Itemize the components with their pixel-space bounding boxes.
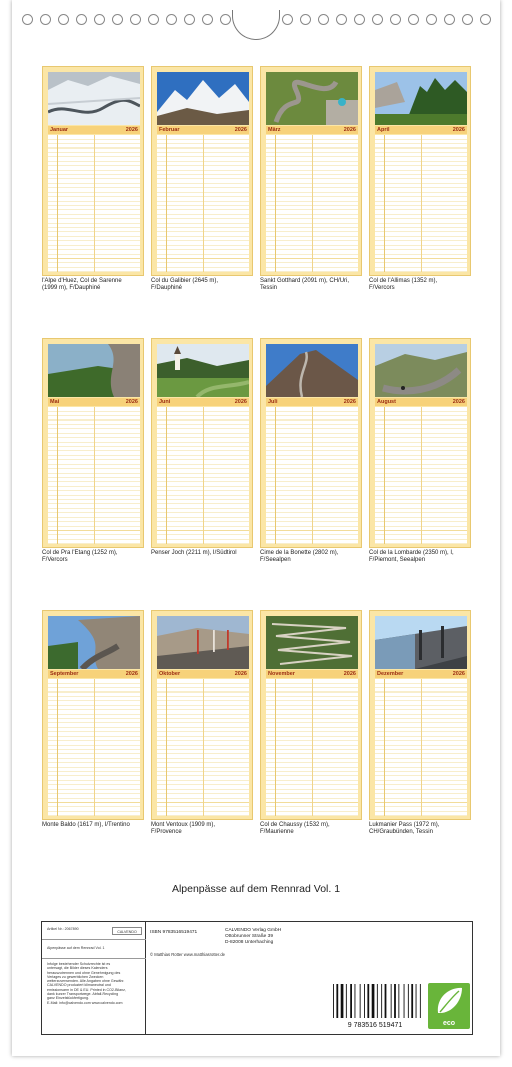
month-caption bbox=[369, 550, 473, 564]
binding-ring bbox=[76, 14, 87, 25]
calvendo-logo: CALVENDO bbox=[112, 927, 142, 935]
caption-line: CH/Graubünden, Tessin bbox=[369, 829, 433, 836]
caption-line: F/Dauphiné bbox=[151, 285, 183, 292]
legal-notice bbox=[47, 962, 143, 1005]
month-card bbox=[369, 66, 471, 276]
caption-line: F/Piemont, Seealpen bbox=[369, 557, 426, 564]
month-caption bbox=[369, 278, 473, 292]
binding-ring bbox=[148, 14, 159, 25]
binding-ring bbox=[354, 14, 365, 25]
month-header bbox=[157, 126, 249, 134]
month-name: Juni bbox=[159, 399, 171, 405]
month-header bbox=[48, 670, 140, 678]
month-name: Juli bbox=[268, 399, 278, 405]
barcode-bar bbox=[411, 984, 413, 1018]
month-year: 2026 bbox=[234, 399, 247, 405]
month-caption bbox=[260, 822, 364, 836]
month-photo bbox=[157, 72, 249, 125]
binding-ring bbox=[94, 14, 105, 25]
month-year: 2026 bbox=[234, 127, 247, 133]
caption-line: l'Alpe d'Huez, Col de Sarenne bbox=[42, 278, 122, 284]
notice-line: herauszutrennen und ohne Genehmigung des bbox=[47, 970, 121, 975]
caption-line: F/Provence bbox=[151, 829, 182, 836]
month-card bbox=[42, 338, 144, 548]
notice-line: CALVENDO produziert klimaneutral und bbox=[47, 983, 111, 988]
publisher-address bbox=[225, 928, 281, 945]
month-card bbox=[42, 66, 144, 276]
caption-line: Col de la Lombarde (2350 m), I, bbox=[369, 550, 454, 556]
day-grid bbox=[266, 679, 358, 816]
month-name: Oktober bbox=[159, 671, 181, 677]
month-photo bbox=[266, 344, 358, 397]
month-caption bbox=[151, 278, 255, 292]
binding-ring bbox=[130, 14, 141, 25]
binding-rings bbox=[0, 14, 512, 30]
eco-badge bbox=[428, 983, 470, 1029]
month-name: September bbox=[50, 671, 79, 677]
month-photo bbox=[48, 72, 140, 125]
month-card bbox=[369, 338, 471, 548]
notice-line: E-Mail: info@calvendo.com www.calvendo.com bbox=[47, 1000, 123, 1005]
month-card bbox=[151, 610, 253, 820]
notice-line: ganz Einzelstückfertigung. bbox=[47, 996, 89, 1001]
binding-ring bbox=[22, 14, 33, 25]
notice-line: Verlages zu gewerblichen Zwecken bbox=[47, 974, 104, 979]
month-photo bbox=[375, 344, 467, 397]
caption-line: Col de Chaussy (1532 m), bbox=[260, 822, 330, 828]
month-caption bbox=[42, 822, 146, 829]
month-card bbox=[151, 66, 253, 276]
month-year: 2026 bbox=[234, 671, 247, 677]
month-name: Februar bbox=[159, 127, 180, 133]
month-photo bbox=[157, 616, 249, 669]
binding-ring bbox=[112, 14, 123, 25]
month-card bbox=[369, 610, 471, 820]
notice-line: dank kurzer Transportwege. Abfall-Recycling bbox=[47, 992, 119, 997]
publisher-line: Ottobrunner Straße 39 bbox=[225, 933, 273, 939]
month-name: Januar bbox=[50, 127, 69, 133]
binding-ring bbox=[58, 14, 69, 25]
barcode-bar bbox=[391, 984, 392, 1018]
month-header bbox=[375, 398, 467, 406]
article-row bbox=[42, 922, 146, 940]
month-photo bbox=[375, 616, 467, 669]
day-grid bbox=[48, 679, 140, 816]
month-year: 2026 bbox=[452, 127, 465, 133]
binding-ring bbox=[282, 14, 293, 25]
month-name: August bbox=[377, 399, 396, 405]
barcode-bar bbox=[333, 984, 334, 1018]
barcode-bar bbox=[341, 984, 344, 1018]
barcode-bar bbox=[408, 984, 409, 1018]
month-card bbox=[260, 610, 362, 820]
caption-line: Col de l'Allimas (1352 m), bbox=[369, 278, 438, 284]
notice-line: untersagt, die Bilder dieses Kalenders bbox=[47, 966, 108, 971]
binding-ring bbox=[220, 14, 231, 25]
caption-line: Cime de la Bonette (2802 m), bbox=[260, 550, 339, 556]
leaf-icon bbox=[428, 983, 470, 1019]
month-caption bbox=[369, 822, 473, 836]
binding-ring bbox=[408, 14, 419, 25]
month-year: 2026 bbox=[452, 671, 465, 677]
caption-line: F/Maurienne bbox=[260, 829, 294, 836]
month-header bbox=[266, 670, 358, 678]
month-header bbox=[48, 126, 140, 134]
day-grid bbox=[266, 135, 358, 272]
month-caption bbox=[42, 278, 146, 292]
month-year: 2026 bbox=[343, 399, 356, 405]
month-photo bbox=[157, 344, 249, 397]
barcode-bar bbox=[381, 984, 382, 1018]
day-grid bbox=[48, 135, 140, 272]
binding-ring bbox=[40, 14, 51, 25]
barcode-bar bbox=[372, 984, 375, 1018]
copyright: © Matthias Rotter www.matthiasrotter.de bbox=[150, 952, 225, 957]
caption-line: F/Vercors bbox=[42, 557, 68, 564]
day-grid bbox=[48, 407, 140, 544]
month-caption bbox=[151, 822, 255, 836]
caption-line: Monte Baldo (1617 m), I/Trentino bbox=[42, 822, 130, 828]
caption-line: F/Vercors bbox=[369, 285, 395, 292]
barcode-bar bbox=[364, 984, 365, 1018]
month-header bbox=[266, 398, 358, 406]
month-card bbox=[260, 66, 362, 276]
month-card bbox=[260, 338, 362, 548]
day-grid bbox=[375, 679, 467, 816]
month-photo bbox=[375, 72, 467, 125]
barcode-bar bbox=[394, 984, 396, 1018]
barcode-bar bbox=[404, 984, 405, 1018]
month-year: 2026 bbox=[125, 399, 138, 405]
month-photo bbox=[48, 616, 140, 669]
barcode-bar bbox=[416, 984, 417, 1018]
caption-line: Col de Pra l'Etang (1252 m), bbox=[42, 550, 118, 556]
barcode-bar bbox=[398, 984, 399, 1018]
article-number: Artikel Nr.: 2067890 bbox=[47, 927, 79, 931]
caption-line: F/Seealpen bbox=[260, 557, 291, 564]
caption-line: Lukmanier Pass (1972 m), bbox=[369, 822, 440, 828]
month-card bbox=[151, 338, 253, 548]
publisher-line: D-82008 Unterhaching bbox=[225, 939, 274, 945]
binding-ring bbox=[444, 14, 455, 25]
barcode-bar bbox=[377, 984, 378, 1018]
notice-line: emissionsarm in DE & EU. Printed in CO2-Bilanz, bbox=[47, 987, 126, 992]
notice-line: weiterzuverwenden. Alle Angaben ohne Gewähr. bbox=[47, 979, 125, 984]
month-caption bbox=[151, 550, 255, 557]
day-grid bbox=[375, 135, 467, 272]
binding-ring bbox=[426, 14, 437, 25]
month-caption bbox=[260, 550, 364, 564]
month-year: 2026 bbox=[343, 127, 356, 133]
barcode bbox=[327, 982, 423, 1029]
caption-line: (1999 m), F/Dauphiné bbox=[42, 285, 101, 292]
month-photo bbox=[266, 616, 358, 669]
eco-label: eco bbox=[442, 1020, 456, 1027]
month-card bbox=[42, 610, 144, 820]
month-header bbox=[48, 398, 140, 406]
month-name: November bbox=[268, 671, 295, 677]
caption-line: Mont Ventoux (1909 m), bbox=[151, 822, 216, 828]
barcode-bar bbox=[336, 984, 338, 1018]
binding-ring bbox=[390, 14, 401, 25]
calendar-title: Alpenpässe auf dem Rennrad Vol. 1 bbox=[171, 883, 341, 895]
binding-ring bbox=[318, 14, 329, 25]
barcode-bar bbox=[367, 984, 369, 1018]
month-header bbox=[157, 398, 249, 406]
barcode-bar bbox=[346, 984, 347, 1018]
barcode-bar bbox=[420, 984, 421, 1018]
day-grid bbox=[375, 407, 467, 544]
barcode-bar bbox=[385, 984, 387, 1018]
month-caption bbox=[260, 278, 364, 292]
cover-title: Alpenpässe auf dem Rennrad Vol. 1 bbox=[47, 946, 105, 950]
day-grid bbox=[157, 679, 249, 816]
month-year: 2026 bbox=[452, 399, 465, 405]
caption-line: Sankt Gotthard (2091 m), CH/Uri, bbox=[260, 278, 350, 284]
month-name: Dezember bbox=[377, 671, 404, 677]
binding-ring bbox=[300, 14, 311, 25]
day-grid bbox=[157, 135, 249, 272]
publisher-line: CALVENDO Verlag GmbH bbox=[225, 928, 282, 933]
month-header bbox=[157, 670, 249, 678]
imprint-left-column bbox=[42, 922, 146, 1034]
barcode-number: 9 783516 519471 bbox=[347, 1022, 403, 1029]
caption-line: Penser Joch (2211 m), I/Südtirol bbox=[151, 550, 237, 556]
month-photo bbox=[48, 344, 140, 397]
day-grid bbox=[266, 407, 358, 544]
caption-line: Tessin bbox=[260, 285, 278, 292]
month-photo bbox=[266, 72, 358, 125]
month-name: Mai bbox=[50, 399, 60, 405]
barcode-bar bbox=[355, 984, 356, 1018]
binding-ring bbox=[202, 14, 213, 25]
caption-line: Col du Galibier (2645 m), bbox=[151, 278, 219, 284]
cover-title-row bbox=[42, 940, 146, 959]
month-header bbox=[375, 670, 467, 678]
month-year: 2026 bbox=[125, 127, 138, 133]
binding-ring bbox=[336, 14, 347, 25]
month-name: März bbox=[268, 127, 281, 133]
month-year: 2026 bbox=[125, 671, 138, 677]
binding-ring bbox=[462, 14, 473, 25]
month-caption bbox=[42, 550, 146, 564]
barcode-bar bbox=[360, 984, 361, 1018]
month-header bbox=[266, 126, 358, 134]
binding-ring bbox=[184, 14, 195, 25]
imprint-box bbox=[41, 921, 473, 1035]
isbn: ISBN 9783516519471 bbox=[150, 930, 198, 935]
month-name: April bbox=[377, 127, 390, 133]
day-grid bbox=[157, 407, 249, 544]
binding-ring bbox=[372, 14, 383, 25]
notice-line: Infolge bestehender Schutzrechte ist es bbox=[47, 962, 111, 966]
month-header bbox=[375, 126, 467, 134]
binding-ring bbox=[166, 14, 177, 25]
barcode-bar bbox=[350, 984, 352, 1018]
binding-ring bbox=[480, 14, 491, 25]
month-year: 2026 bbox=[343, 671, 356, 677]
